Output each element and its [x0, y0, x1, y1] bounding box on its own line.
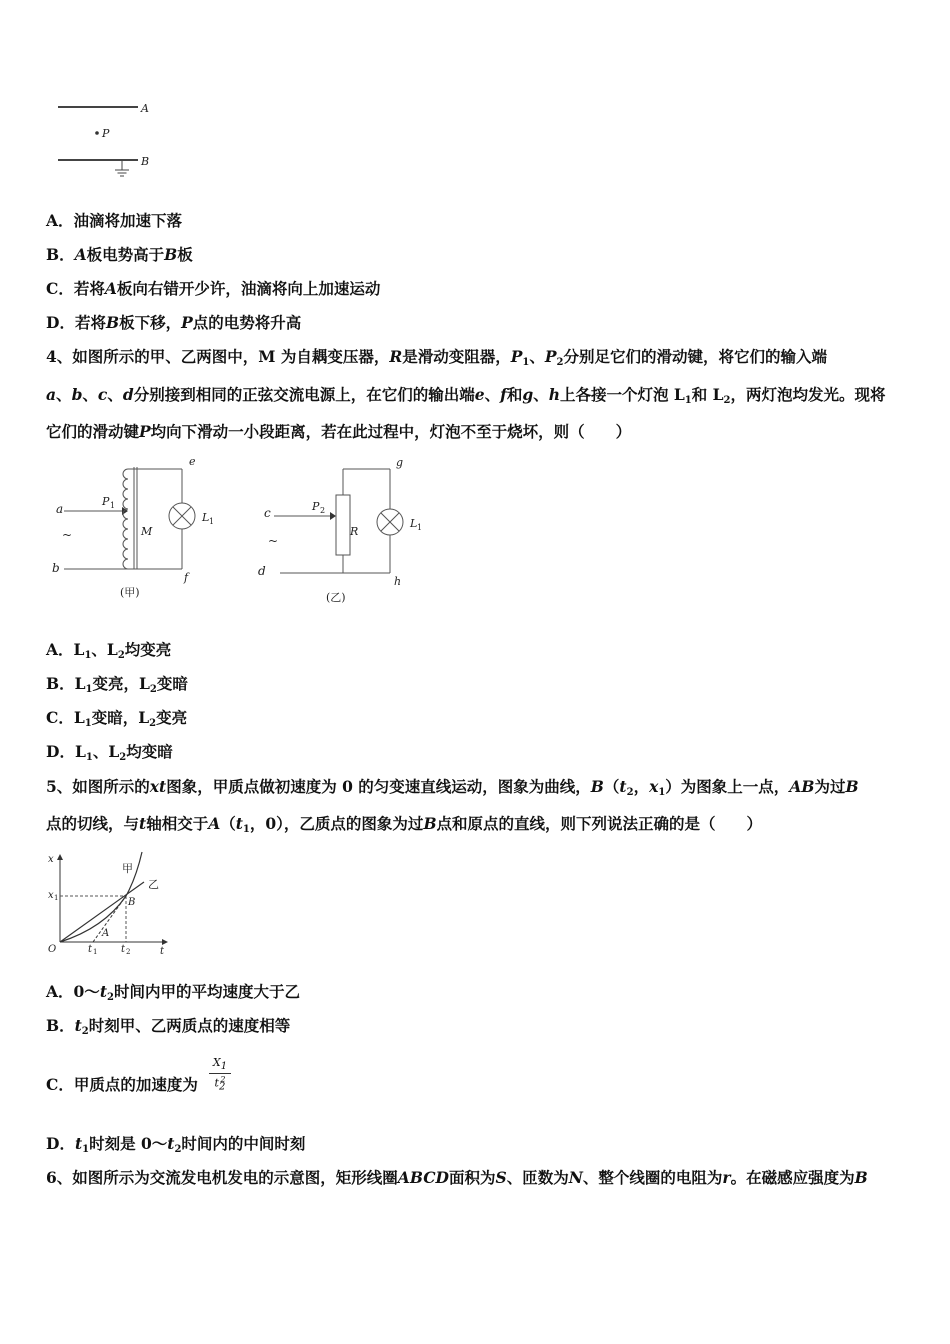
- lamp-sub-jia: 1: [209, 517, 215, 526]
- curve-jia-label: 甲: [122, 862, 133, 875]
- q5-stem-line1: 5、如图所示的xt图象，甲质点做初速度为 0 的匀变速直线运动，图象为曲线，$B(t_2$，$x_1$）为图象上一点，AB为过B: [46, 777, 859, 798]
- q3-option-c: C．若将A板向右错开少许，油滴将向上加速运动: [46, 279, 381, 298]
- q4-option-a: A．$L_1$、$L_2$均变亮: [46, 640, 172, 661]
- q4-stem-line1: 4、如图所示的甲、乙两图中，M 为自耦变压器，R是滑动变阻器，$P_1$、$P_2$分别足它们的滑动键，将它们的输入端: [46, 347, 828, 368]
- t2-tick-label: t: [121, 944, 126, 955]
- q3-option-b: B．A板电势高于B板: [46, 245, 193, 264]
- transformer-m-label: M: [141, 525, 153, 538]
- terminal-c-label: c: [264, 506, 271, 520]
- rheostat-figure-yi: [252, 455, 442, 605]
- q4-stem-line3: 它们的滑动键P均向下滑动一小段距离，若在此过程中，灯泡不至于烧坏，则（ ）: [46, 422, 632, 441]
- oil-drop-p: [95, 131, 99, 135]
- terminal-e-label: e: [189, 455, 196, 468]
- fraction-denominator: $t_2^2$: [214, 1075, 226, 1093]
- terminal-f-label: f: [184, 571, 189, 584]
- transformer-coil: [123, 469, 128, 569]
- point-p-label: P: [102, 127, 110, 140]
- q6-stem-line1: 6、如图所示为交流发电机发电的示意图，矩形线圈ABCD面积为S、匝数为N、整个线圈的电阻为r。在磁感应强度为B: [46, 1168, 868, 1187]
- rheostat-r: [336, 495, 350, 555]
- q5-option-b: B．$t_2$时刻甲、乙两质点的速度相等: [46, 1016, 291, 1037]
- terminal-b-label: b: [52, 561, 60, 575]
- q5-option-c: C．甲质点的加速度为: [46, 1075, 198, 1094]
- point-b-label: B: [128, 897, 136, 908]
- y-axis-arrow: [57, 854, 63, 860]
- q4-stem-line2: a、b、c、d分别接到相同的正弦交流电源上，在它们的输出端e、f和g、h上各接一个灯泡 $L_1$和 $L_2$，两灯泡均发光。现将: [46, 385, 886, 406]
- slider-p1-sub: 1: [110, 501, 116, 510]
- q5-option-a: A．$0\sim t_2$时间内甲的平均速度大于乙: [46, 982, 300, 1003]
- q4-option-d: D．$L_1$、$L_2$均变暗: [46, 742, 173, 763]
- q4-option-c: C．$L_1$变暗，$L_2$变亮: [46, 708, 188, 729]
- lamp-label-yi: L: [410, 517, 418, 530]
- x1-tick-label: x: [48, 890, 54, 901]
- q3-option-a: A．油滴将加速下落: [46, 211, 183, 230]
- lamp-sub-yi: 1: [417, 523, 423, 532]
- q3-option-d: D．若将B板下移，P点的电势将升高: [46, 313, 302, 332]
- x-axis-label: t: [160, 946, 165, 957]
- y-axis-label: x: [48, 854, 54, 865]
- terminal-d-label: d: [258, 564, 266, 578]
- xt-graph-figure: [44, 848, 174, 958]
- slider-p2-arrow: [330, 512, 336, 520]
- slider-p1-label: P: [102, 495, 110, 508]
- origin-label: O: [48, 944, 57, 955]
- lamp-label-jia: L: [202, 511, 210, 524]
- terminal-g-label: g: [396, 456, 404, 469]
- t1-tick-sub: 1: [93, 948, 98, 956]
- slider-p2-label: P: [312, 500, 320, 513]
- terminal-a-label: a: [56, 502, 64, 516]
- plate-a-label: A: [141, 102, 149, 115]
- plate-b-label: B: [141, 155, 150, 168]
- point-a-label: A: [102, 928, 110, 939]
- q5-stem-line2: 点的切线，与t轴相交于$A(t_1$，0），乙质点的图象为过B点和原点的直线，则下列说法正确的是（ ）: [46, 814, 763, 835]
- q4-option-b: B．$L_1$变亮，$L_2$变暗: [46, 674, 188, 695]
- ac-source-symbol: ~: [62, 528, 73, 542]
- x1-tick-sub: 1: [54, 894, 59, 902]
- ac-source-symbol-yi: ~: [268, 534, 279, 548]
- parallel-plates-figure: [50, 95, 170, 185]
- t2-tick-sub: 2: [126, 948, 131, 956]
- fraction-numerator: $X_1$: [209, 1056, 231, 1074]
- autotransformer-figure-jia: [48, 455, 238, 605]
- rheostat-r-label: R: [350, 525, 359, 538]
- terminal-h-label: h: [394, 575, 402, 588]
- q5-option-d: D．$t_1$时刻是 $0\sim t_2$时间内的中间时刻: [46, 1134, 306, 1155]
- x-axis-arrow: [162, 939, 168, 945]
- caption-jia: (甲): [120, 586, 140, 599]
- t1-tick-label: t: [88, 944, 93, 955]
- slider-p2-sub: 2: [320, 506, 326, 515]
- acceleration-fraction: [209, 1056, 231, 1093]
- caption-yi: (乙): [326, 591, 346, 604]
- line-yi-label: 乙: [148, 878, 159, 891]
